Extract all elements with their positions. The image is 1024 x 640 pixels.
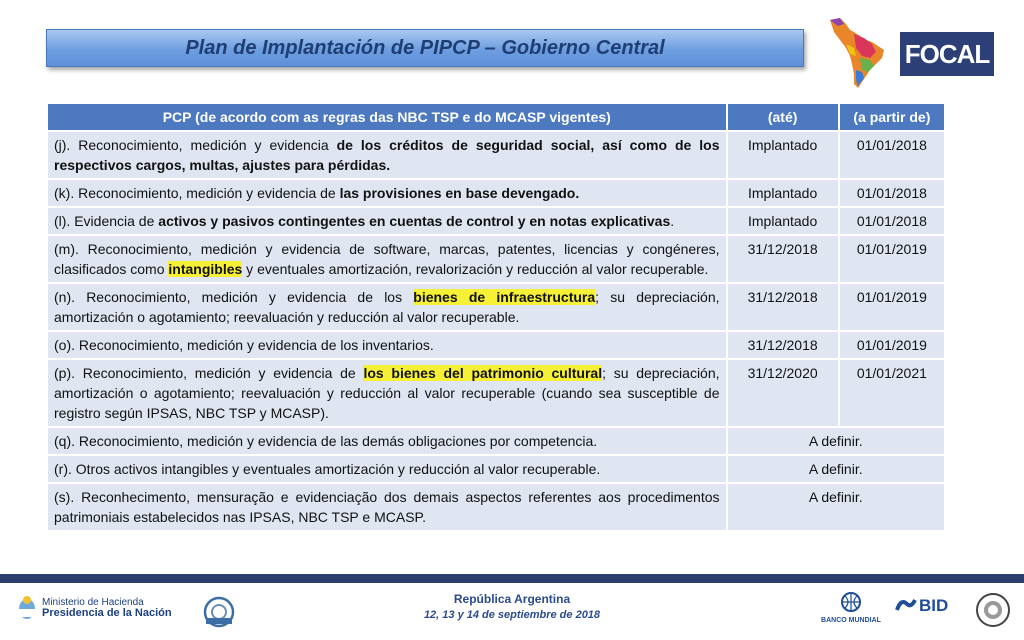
slide-title-box	[46, 29, 804, 67]
description-text: y eventuales amortización, revalorización y reducción al valor recuperable.	[242, 261, 709, 277]
table-row	[48, 428, 944, 454]
description-text: (n). Reconocimiento, medición y evidencia de los	[54, 289, 414, 305]
description-text: (s). Reconhecimento, mensuração e evidenciação dos demais aspectos referentes aos procedimentos patrimoniais estabelecidos nas IPSAS, NBC TSP e MCASP.	[54, 489, 720, 525]
row-description	[48, 332, 726, 358]
implementation-plan-table	[46, 102, 946, 532]
row-description	[48, 484, 726, 530]
highlighted-text: intangibles	[168, 261, 243, 277]
table-row	[48, 180, 944, 206]
description-text: ; su depreciación, amortización o agotamiento; reevaluación y reducción al valor recuperable (cuando sea susceptible de registro según IPSAS, NBC TSP y MCASP).	[54, 365, 720, 421]
table-row	[48, 284, 944, 330]
row-ate: 31/12/2018	[728, 332, 838, 358]
row-description	[48, 132, 726, 178]
row-ate: 31/12/2018	[728, 236, 838, 282]
row-a-partir-de: 01/01/2018	[840, 180, 944, 206]
description-text: (r). Otros activos intangibles y eventuales amortización y reducción al valor recuperable.	[54, 461, 601, 477]
table-row	[48, 332, 944, 358]
description-text: (l). Evidencia de	[54, 213, 159, 229]
banco-mundial-logo	[820, 592, 882, 624]
footer-country: República Argentina	[453, 592, 571, 606]
footer-bar	[0, 574, 1024, 583]
row-description	[48, 360, 726, 426]
row-ate: 31/12/2020	[728, 360, 838, 426]
row-a-partir-de: 01/01/2021	[840, 360, 944, 426]
description-text: las provisiones en base devengado.	[339, 185, 580, 201]
description-text: (q). Reconocimiento, medición y evidencia de las demás obligaciones por competencia.	[54, 433, 598, 449]
focal-logo	[900, 32, 994, 76]
column-header-ate: (até)	[728, 104, 838, 130]
row-a-partir-de: 01/01/2019	[840, 284, 944, 330]
ministry-line-2: Presidencia de la Nación	[42, 607, 172, 619]
table-body	[48, 132, 944, 530]
row-description	[48, 180, 726, 206]
ministry-line-1: Ministerio de Hacienda	[42, 597, 144, 608]
column-header-a-partir-de: (a partir de)	[840, 104, 944, 130]
description-text: de los créditos de seguridad social, así como de los respectivos cargos, multas, ajustes para pérdidas.	[54, 137, 720, 173]
highlighted-text: bienes de infraestructura	[413, 289, 596, 305]
bid-symbol-icon	[895, 596, 917, 616]
row-description	[48, 208, 726, 234]
row-ate: Implantado	[728, 208, 838, 234]
row-ate: Implantado	[728, 180, 838, 206]
row-a-partir-de: 01/01/2019	[840, 236, 944, 282]
row-status-merged: A definir.	[728, 484, 944, 530]
description-text: (j). Reconocimiento, medición y evidencia	[54, 137, 337, 153]
row-ate: Implantado	[728, 132, 838, 178]
globe-icon	[840, 592, 862, 612]
table-row	[48, 132, 944, 178]
row-a-partir-de: 01/01/2018	[840, 132, 944, 178]
table-row	[48, 456, 944, 482]
table-row	[48, 360, 944, 426]
description-text: (k). Reconocimiento, medición y evidencia de	[54, 185, 340, 201]
slide-title: Plan de Implantación de PIPCP – Gobierno Central	[185, 36, 665, 59]
bid-logo	[895, 596, 948, 616]
row-ate: 31/12/2018	[728, 284, 838, 330]
table-header-row	[48, 104, 944, 130]
bid-text: BID	[919, 596, 949, 615]
row-description	[48, 456, 726, 482]
imf-seal-icon	[975, 592, 1011, 628]
row-description	[48, 428, 726, 454]
table-row	[48, 236, 944, 282]
description-text: activos y pasivos contingentes en cuentas de control y en notas explicativas	[158, 213, 671, 229]
description-text: (m). Reconocimiento, medición y evidencia de software, marcas, patentes, licencias y congéneres, clasificados como	[54, 241, 720, 277]
highlighted-text: los bienes del patrimonio cultural	[363, 365, 603, 381]
focal-logo-text: FOCAL	[904, 38, 990, 69]
description-text: .	[670, 213, 675, 229]
footer-dates: 12, 13 y 14 de septiembre de 2018	[423, 609, 601, 621]
table-row	[48, 484, 944, 530]
row-status-merged: A definir.	[728, 456, 944, 482]
row-a-partir-de: 01/01/2018	[840, 208, 944, 234]
banco-mundial-text: BANCO MUNDIAL	[821, 617, 881, 624]
description-text: (o). Reconocimiento, medición y evidencia de los inventarios.	[54, 337, 434, 353]
description-text: (p). Reconocimiento, medición y evidencia de	[54, 365, 364, 381]
row-status-merged: A definir.	[728, 428, 944, 454]
row-description	[48, 236, 726, 282]
description-text: ; su depreciación, amortización o agotamiento; reevaluación y reducción al valor recuperable.	[54, 289, 720, 325]
row-a-partir-de: 01/01/2019	[840, 332, 944, 358]
column-header-pcp: PCP (de acordo com as regras das NBC TSP e do MCASP vigentes)	[48, 104, 726, 130]
latin-america-map-icon	[826, 14, 890, 90]
table-row	[48, 208, 944, 234]
row-description	[48, 284, 726, 330]
